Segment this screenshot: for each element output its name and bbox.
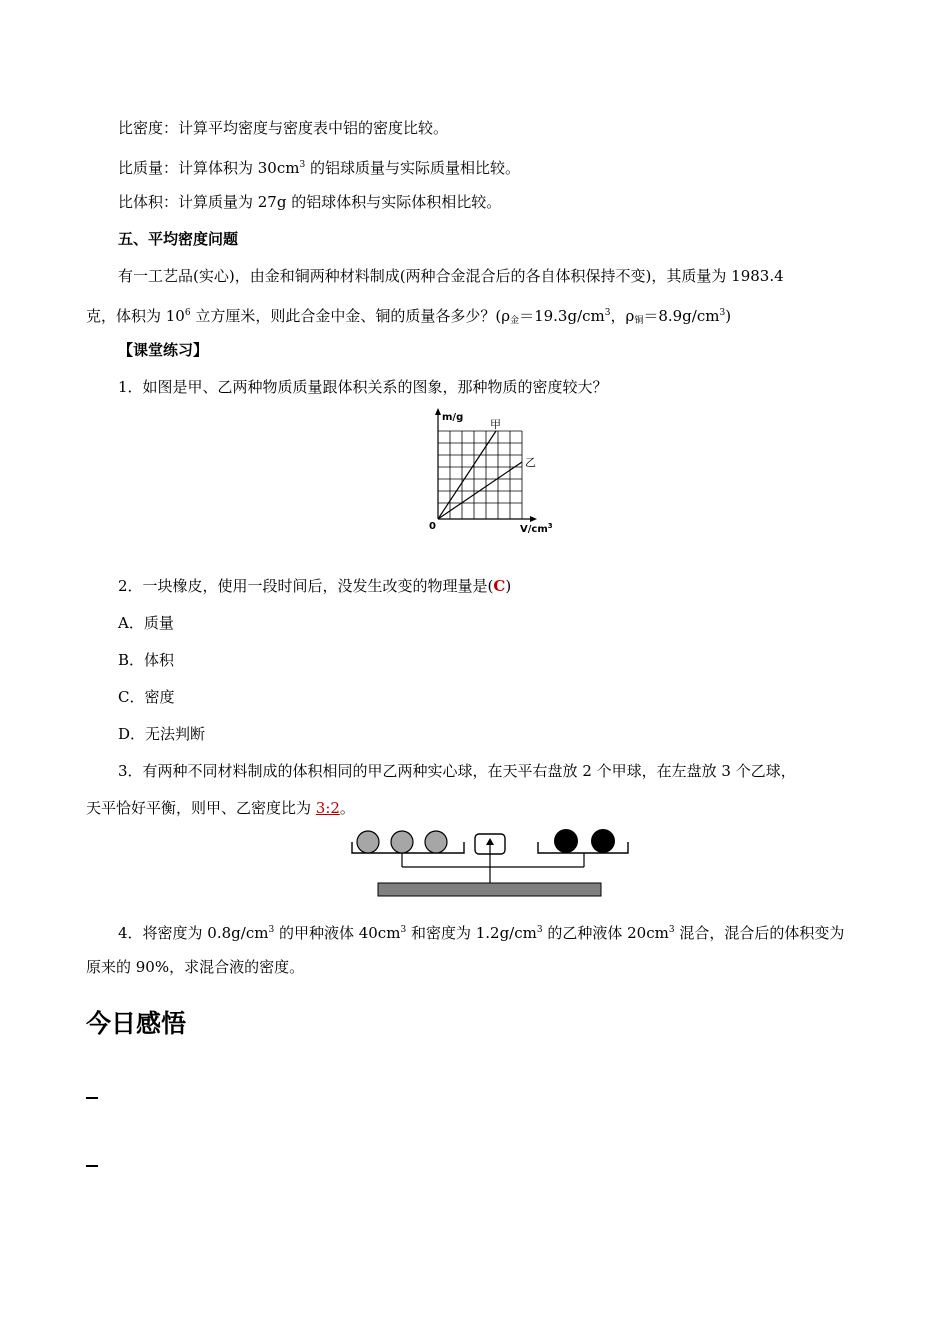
ball-yi-2 xyxy=(391,831,413,853)
answer-q2: C xyxy=(493,577,506,595)
problem-paragraph-line1: 有一工艺品(实心)，由金和铜两种材料制成(两种合金混合后的各自体积保持不变)，其质量为 1983.4 xyxy=(118,267,784,285)
text-line-mass-compare: 比质量：计算体积为 $30cm^3$ 的铝球质量与实际质量相比较。 xyxy=(118,159,520,177)
line-jia xyxy=(438,431,496,519)
blank-line-1 xyxy=(86,1097,98,1099)
question-1: 1．如图是甲、乙两种物质质量跟体积关系的图象，那种物质的密度较大？ xyxy=(118,378,608,396)
question-4-line1: 4．将密度为 $0.8g/cm^3$ 的甲种液体 $40cm^3$ 和密度为 $1.2g/cm^3$ 的乙种液体 $20cm^3$ 混合，混合后的体积变为 xyxy=(118,924,845,942)
mass-volume-graph xyxy=(425,408,560,538)
section-title-average-density: 五、平均密度问题 xyxy=(118,230,239,248)
x-axis-arrow xyxy=(530,516,537,522)
text-line-density-compare: 比密度：计算平均密度与密度表中铝的密度比较。 xyxy=(118,119,449,137)
text-line-volume-compare: 比体积：计算质量为 27g 的铝球体积与实际体积相比较。 xyxy=(118,193,502,211)
y-axis-label: m/g xyxy=(442,412,464,423)
ball-jia-1 xyxy=(554,829,578,853)
balance-figure xyxy=(340,825,640,905)
balance-base xyxy=(378,883,601,896)
practice-title: 【课堂练习】 xyxy=(118,341,209,359)
option-c: C．密度 xyxy=(118,688,175,706)
x-axis-label: $V/cm^3$ xyxy=(520,522,553,535)
option-b: B．体积 xyxy=(118,651,175,669)
line-yi xyxy=(438,462,522,519)
ball-jia-2 xyxy=(591,829,615,853)
question-2: 2．一块橡皮，使用一段时间后，没发生改变的物理量是(C) xyxy=(118,577,512,595)
answer-q3: 3:2 xyxy=(315,799,340,817)
origin-label: 0 xyxy=(429,521,436,532)
graph-grid xyxy=(438,431,522,519)
question-4-line2: 原来的 90%，求混合液的密度。 xyxy=(86,958,305,976)
question-3-line1: 3．有两种不同材料制成的体积相同的甲乙两种实心球，在天平右盘放 2 个甲球，在左盘放 3 个乙球， xyxy=(118,762,796,780)
option-a: A．质量 xyxy=(118,614,174,632)
label-yi: 乙 xyxy=(525,456,536,469)
question-3-line2: 天平恰好平衡，则甲、乙密度比为 3:2。 xyxy=(86,799,355,817)
reflection-title: 今日感悟 xyxy=(86,1009,187,1038)
ball-yi-3 xyxy=(425,831,447,853)
label-jia: 甲 xyxy=(490,418,501,431)
problem-paragraph-line2: 克，体积为 $10^6$ 立方厘米，则此合金中金、铜的质量各多少？($\rho_金=19.3g/cm^3$，$\rho_铜=8.9g/cm^3$) xyxy=(86,307,732,326)
y-axis-arrow xyxy=(435,408,441,415)
option-d: D．无法判断 xyxy=(118,725,206,743)
blank-line-2 xyxy=(86,1165,98,1167)
ball-yi-1 xyxy=(357,831,379,853)
